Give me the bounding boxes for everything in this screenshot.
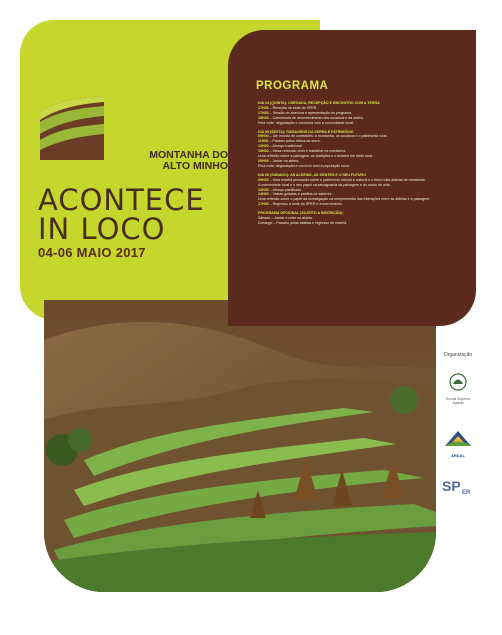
program-time: 18H30 — [258, 115, 269, 120]
program-day-label: DIA 05 (SEXTA): PAISAGENS DA SERRA E PATRIMÓNIO — [258, 129, 354, 134]
program-line — [258, 202, 464, 207]
program-text: – Sessão de abertura e apresentação do programa. — [268, 110, 353, 115]
program-text: – Receção na sede da SPER. — [268, 105, 318, 110]
event-dates: 04-06 MAIO 2017 — [38, 245, 146, 260]
organizers-label: Organização — [443, 352, 473, 358]
program-day-label: DIA 06 (SÁBADO): AS ALDEIAS, AS GENTES E O SEU FUTURO — [258, 172, 366, 177]
program-text: Uma reflexão sobre o papel da investigação na compreensão das interações entre as aldeias e a paisagem. — [258, 197, 431, 202]
program-text: Pela noite, degustação e conversa com a comunidade local. — [258, 120, 354, 125]
school-crest-icon — [448, 372, 468, 392]
program-time: 17H00 — [258, 105, 269, 110]
program-text: – Uma manhã pensando sobre o património natural e cultural e o futuro das aldeias de montanha. — [268, 177, 426, 182]
organizer-name-line2: ALTO MINHO — [162, 160, 228, 172]
program-time: 15H00 — [258, 149, 269, 154]
program-text: – Um mundo de contrastes: a montanha, os socalcos e o património rural. — [268, 134, 388, 139]
program-line — [258, 121, 464, 126]
program-line — [258, 164, 464, 169]
program-day-label: PROGRAMA OPCIONAL (SUJEITO A INSCRIÇÃO): — [258, 211, 344, 216]
program-heading: PROGRAMA — [256, 80, 329, 92]
program-text: – Passeio pelos trilhos da serra. — [268, 139, 321, 144]
program-text: – Regresso à sede da SPER e encerramento. — [268, 202, 343, 207]
program-text: – Jantar na aldeia. — [268, 158, 300, 163]
organizer-name-line1: MONTANHA DO — [149, 149, 228, 161]
program-text: – Mesa redonda: viver e trabalhar na montanha. — [268, 149, 347, 154]
ardal-mountain-icon — [443, 428, 473, 448]
program-time: 13H00 — [258, 144, 269, 149]
program-time: 09H00 — [258, 177, 269, 182]
organizer-logo-sper — [436, 474, 480, 504]
org2-name: ARDAL — [451, 453, 465, 458]
org1-sub1: Escola Superior — [446, 397, 470, 401]
org3-small: ER — [462, 490, 471, 496]
program-list — [258, 101, 464, 226]
program-panel — [228, 30, 476, 326]
program-text: – Caminhada de reconhecimento dos socalcos e da aldeia. — [268, 115, 364, 120]
organizer-logo-esa — [436, 372, 480, 405]
program-time: 17H00 — [258, 202, 269, 207]
organizer-logo-ardal — [436, 428, 480, 458]
program-time: 14H00 — [258, 192, 269, 197]
event-title-line2: IN LOCO — [38, 212, 166, 246]
event-title — [38, 183, 228, 246]
org3-big: SP — [442, 478, 461, 494]
program-text: A comunidade local e o seu papel na salvaguarda da paisagem e do modo de vida. — [258, 182, 391, 187]
program-day-label: DIA 04 (QUINTA): CHEGADA, RECEPÇÃO E ENCONTRO COM A TERRA — [258, 101, 380, 105]
event-title-line1: ACONTECE — [38, 183, 205, 217]
program-time: 17H30 — [258, 110, 269, 115]
program-text: Pela noite, degustação e convívio com a população local. — [258, 163, 350, 168]
program-text: – Almoço partilhado. — [268, 187, 303, 192]
program-text: Uma reflexão sobre a paisagem, as tradições e o turismo em meio rural. — [258, 154, 374, 159]
organizer-name — [118, 150, 228, 172]
program-text: – Visitas guiadas e partilha de saberes. — [268, 192, 333, 197]
program-time: 11H00 — [258, 139, 269, 144]
program-text: – Almoço tradicional. — [268, 144, 303, 149]
mountain-logo-icon — [36, 92, 108, 164]
program-time: 12H00 — [258, 187, 269, 192]
program-text: Sábado – Jantar e noite na aldeia. — [258, 216, 313, 221]
program-text: Domingo – Passeio pelas aldeias e regresso de manhã. — [258, 220, 348, 225]
program-line — [258, 221, 464, 226]
program-time: 20H00 — [258, 158, 269, 163]
program-time: 09H00 — [258, 134, 269, 139]
landscape-photo — [44, 300, 436, 592]
org1-sub2: Agrária — [452, 401, 464, 405]
